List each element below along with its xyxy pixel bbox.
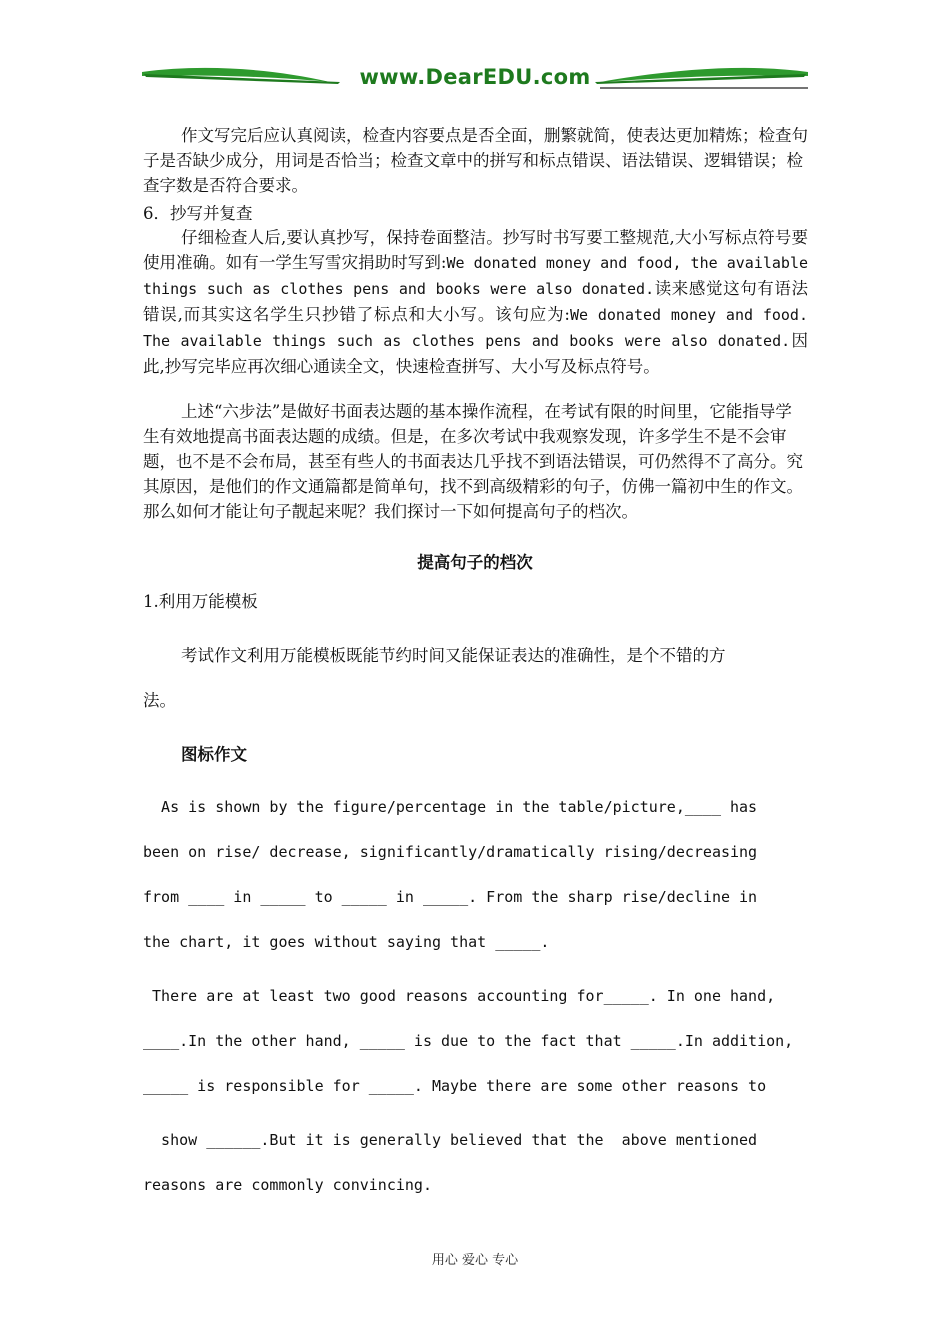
step6-heading: 6．抄写并复查: [143, 204, 253, 223]
check-paragraph: 作文写完后应认真阅读，检查内容要点是否全面，删繁就简，使表达更加精炼；检查句子是否缺少成分，用词是否恰当；检查文章中的拼写和标点错误、语法错误、逻辑错误；检查字数是否符合要求。: [143, 126, 808, 195]
item1-heading: 1.利用万能模板: [143, 592, 258, 611]
copy-text-e: 因此,抄写完毕应再次细心通读全文，快速检查拼写、大小写及标点符号。: [143, 331, 809, 376]
template-line: from ____ in _____ to _____ in _____. From the sharp rise/decline in: [143, 888, 758, 906]
template-line: the chart, it goes without saying that _____.: [143, 933, 550, 951]
template-line: ____.In the other hand, _____ is due to the fact that _____.In addition,: [143, 1032, 794, 1050]
item1-description-line2: 法。: [143, 691, 176, 710]
template-line: been on rise/ decrease, significantly/dramatically rising/decreasing: [143, 843, 758, 861]
section-title: 提高句子的档次: [417, 553, 533, 572]
template-line: show ______.But it is generally believed that the above mentioned: [143, 1131, 758, 1149]
chart-essay-subheading: 图标作文: [181, 745, 247, 764]
template-line: There are at least two good reasons accounting for_____. In one hand,: [143, 987, 776, 1005]
item1-description-line1: 考试作文利用万能模板既能节约时间又能保证表达的准确性，是个不错的方: [181, 646, 726, 665]
site-header-banner: [140, 60, 810, 96]
template-line: reasons are commonly convincing.: [143, 1176, 432, 1194]
site-logo-text: www.DearEDU.com: [359, 65, 591, 89]
copy-example-wrong: We donated money and food, the available things such as clothes pens and books were also donated.: [143, 254, 809, 298]
page-footer: 用心 爱心 专心: [431, 1253, 519, 1268]
template-line: _____ is responsible for _____. Maybe there are some other reasons to: [143, 1077, 767, 1095]
six-steps-paragraph: 上述“六步法”是做好书面表达题的基本操作流程，在考试有限的时间里，它能指导学生有效地提高书面表达题的成绩。但是，在多次考试中我观察发现，许多学生不是不会审题，也不是不会布局，甚至有些人的书面表达几乎找不到语法错误，可仍然得不了高分。究其原因，是他们的作文通篇都是简单句，找不到高级精彩的句子，仿佛一篇初中生的作文。那么如何才能让句子靓起来呢？我们探讨一下如何提高句子的档次。: [143, 402, 803, 521]
copy-text-a: 仔细检查人后,要认真抄写，保持卷面整洁。抄写时书写要工整规范,大小写标点符号要使用准确。如有一学生写雪灾捐助时写到:: [143, 228, 808, 272]
copy-paragraph: [143, 225, 808, 379]
copy-text-c: 读来感觉这句有语法错误,而其实这名学生只抄错了标点和大小写。该句应为:: [143, 279, 808, 324]
template-line: As is shown by the figure/percentage in the table/picture,____ has: [143, 798, 758, 816]
copy-example-correct: We donated money and food. The available things such as clothes pens and books were also donated.: [143, 306, 808, 350]
